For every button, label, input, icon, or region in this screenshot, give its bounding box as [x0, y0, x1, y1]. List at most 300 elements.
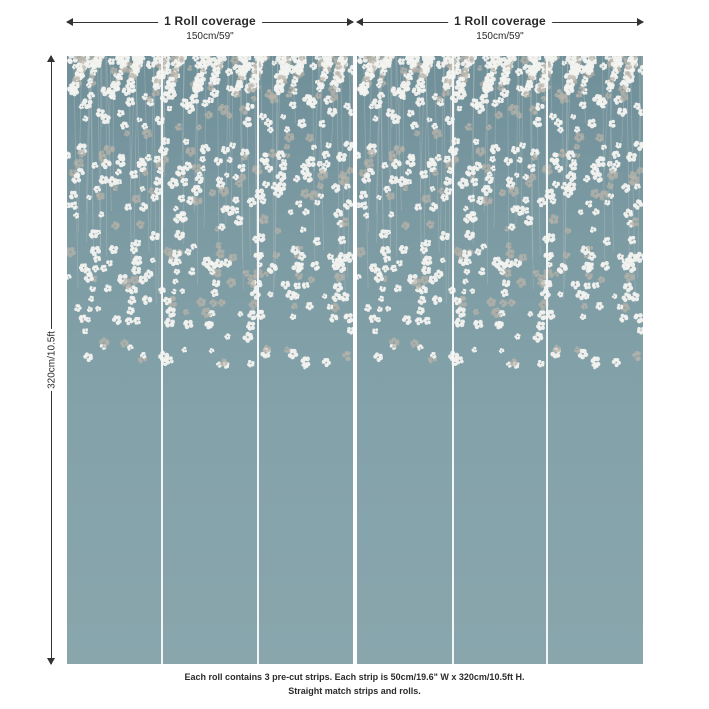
flower-icon [209, 299, 217, 307]
wallpaper-roll-2 [357, 56, 643, 664]
flower-icon [322, 358, 331, 367]
flower-icon [376, 195, 382, 201]
flower-icon [89, 286, 96, 292]
flower-icon [109, 245, 119, 254]
flower-icon [300, 189, 310, 199]
flower-icon [607, 182, 614, 189]
flower-icon [302, 208, 309, 215]
flower-icon [618, 85, 627, 94]
flower-icon [499, 189, 506, 197]
flower-icon [242, 332, 253, 343]
flower-icon [440, 231, 450, 241]
flower-icon [262, 181, 270, 188]
flower-icon [224, 333, 230, 339]
flower-icon [329, 314, 338, 323]
flower-icon [378, 296, 384, 302]
flower-icon [343, 141, 353, 151]
flower-icon [524, 215, 534, 225]
flower-icon [617, 304, 623, 310]
flower-icon [317, 169, 328, 180]
flower-icon [275, 150, 285, 160]
flower-icon [557, 291, 563, 297]
height-dimension [44, 56, 60, 664]
flower-icon [571, 281, 581, 290]
flower-icon [595, 156, 605, 167]
flower-icon [501, 289, 509, 297]
flower-icon [327, 107, 337, 116]
height-label: 320cm/10.5ft [43, 329, 62, 391]
flower-icon [397, 176, 408, 187]
flower-icon [516, 278, 526, 288]
flower-icon [130, 276, 139, 285]
flower-icon [417, 306, 425, 315]
flower-icon [322, 293, 327, 299]
flower-icon [83, 352, 93, 362]
flower-icon [246, 321, 255, 330]
flower-icon [638, 65, 643, 75]
flower-icon [554, 118, 563, 127]
flower-icon [142, 129, 153, 139]
flower-icon [293, 175, 300, 182]
flower-icon [284, 126, 290, 133]
flower-icon [232, 197, 239, 204]
flower-icon [251, 96, 257, 102]
flower-icon [609, 120, 616, 128]
flower-icon [601, 145, 607, 151]
flower-icon [381, 162, 388, 169]
flower-icon [110, 67, 117, 74]
flower-icon [136, 220, 144, 229]
flower-icon [511, 146, 520, 154]
flower-icon [533, 270, 540, 277]
flower-icon [259, 152, 269, 163]
flower-icon [394, 284, 402, 292]
flower-icon [587, 246, 593, 251]
flower-icon [390, 265, 397, 272]
flower-icon [574, 126, 580, 133]
flower-icon [285, 153, 291, 158]
flower-icon [87, 306, 93, 312]
flower-icon [405, 169, 412, 176]
flower-icon [172, 279, 178, 285]
flower-icon [499, 299, 507, 307]
flower-icon [175, 123, 182, 131]
flower-icon [410, 339, 419, 348]
flower-icon [317, 182, 324, 189]
flower-icon [574, 144, 580, 150]
flower-icon [599, 62, 607, 70]
flower-icon [67, 274, 72, 280]
flower-icon [267, 149, 276, 158]
flower-icon [597, 97, 608, 107]
flower-icon [360, 201, 368, 209]
flower-icon [488, 60, 497, 69]
flower-icon [145, 154, 152, 161]
flower-icon [309, 62, 317, 70]
floral-pattern [357, 56, 643, 664]
flower-icon [180, 178, 188, 186]
flower-icon [536, 321, 545, 330]
flower-icon [137, 117, 143, 122]
flower-icon [431, 123, 438, 130]
flower-icon [225, 68, 233, 76]
flower-icon [185, 147, 195, 157]
flower-icon [216, 176, 223, 183]
flower-icon [348, 65, 353, 75]
flower-icon [615, 142, 621, 148]
flower-icon [247, 197, 257, 207]
flower-icon [218, 104, 229, 115]
flower-icon [595, 302, 603, 310]
flower-icon [580, 313, 586, 320]
flower-icon [405, 156, 415, 167]
strip-divider [452, 56, 454, 664]
flower-icon [158, 351, 169, 362]
flower-icon [422, 194, 431, 203]
flower-icon [621, 183, 630, 193]
flower-icon [117, 110, 125, 118]
flower-icon [192, 56, 199, 62]
flower-icon [543, 269, 554, 280]
flower-icon [515, 68, 523, 76]
flower-icon [455, 307, 465, 318]
flower-icon [522, 174, 529, 181]
flower-icon [341, 217, 349, 227]
flower-icon [195, 175, 204, 184]
flower-icon [183, 138, 190, 144]
flower-icon [535, 103, 544, 111]
flower-icon [245, 103, 254, 111]
flower-icon [590, 227, 596, 233]
flower-icon [403, 185, 408, 191]
flower-icon [190, 243, 197, 249]
flower-icon [383, 255, 391, 262]
flower-icon [226, 278, 236, 288]
flower-icon [584, 282, 591, 289]
flower-icon [432, 129, 443, 139]
flower-icon [132, 194, 141, 203]
flower-icon [247, 360, 255, 368]
flower-icon [218, 187, 229, 197]
flower-icon [284, 132, 294, 142]
flower-icon [343, 313, 353, 323]
flower-icon [604, 200, 610, 206]
flower-icon [631, 217, 639, 227]
flower-icon [587, 119, 596, 129]
flower-icon [396, 260, 403, 266]
flower-icon [187, 65, 192, 71]
flower-icon [93, 186, 101, 193]
flower-icon [264, 271, 269, 276]
flower-icon [141, 123, 148, 130]
arrow-left-icon [356, 18, 363, 26]
flower-icon [138, 275, 148, 284]
flower-icon [477, 65, 482, 71]
flower-icon [382, 265, 390, 272]
flower-icon [70, 201, 78, 209]
flower-icon [95, 306, 101, 312]
roll-1-coverage-dimension [67, 14, 353, 44]
arrow-right-icon [347, 18, 354, 26]
flower-icon [316, 87, 322, 93]
flower-icon [638, 109, 643, 116]
flower-icon [632, 351, 641, 361]
flower-icon [473, 138, 480, 144]
flower-icon [557, 149, 566, 158]
flower-icon [67, 247, 76, 258]
wallpaper-roll-1 [67, 56, 353, 664]
flower-icon [125, 97, 135, 107]
flower-icon [328, 85, 337, 94]
flower-icon [333, 282, 343, 292]
flower-icon [435, 154, 442, 161]
strip-divider [257, 56, 259, 664]
flower-icon [86, 195, 92, 201]
flower-icon [171, 289, 176, 295]
flower-icon [410, 121, 419, 129]
flower-icon [574, 346, 581, 353]
flower-icon [325, 142, 331, 148]
flower-icon [319, 120, 326, 128]
flower-icon [305, 302, 313, 310]
flower-icon [342, 351, 351, 361]
flower-icon [389, 175, 398, 184]
flower-icon [221, 146, 230, 154]
flower-icon [517, 157, 523, 163]
flower-icon [400, 67, 407, 74]
floral-pattern [67, 56, 353, 664]
flower-icon [514, 333, 520, 339]
flower-icon [115, 156, 125, 167]
flower-icon [150, 257, 156, 263]
flower-icon [415, 317, 423, 325]
flower-icon [527, 311, 533, 317]
flower-icon [486, 297, 496, 307]
flower-icon [423, 317, 431, 325]
flower-icon [569, 162, 577, 171]
flower-icon [209, 348, 215, 353]
flower-icon [300, 227, 306, 233]
flower-icon [314, 200, 320, 206]
flower-icon [590, 189, 600, 199]
flower-icon [297, 246, 303, 251]
flower-icon [279, 162, 287, 171]
flower-icon [508, 104, 519, 115]
flower-icon [461, 289, 466, 295]
flower-icon [115, 169, 122, 176]
flower-icon [630, 292, 640, 302]
flower-icon [322, 151, 331, 159]
flower-icon [415, 97, 425, 107]
flower-icon [555, 164, 564, 173]
flower-icon [388, 211, 394, 217]
flower-icon [385, 306, 391, 312]
flower-icon [131, 266, 141, 275]
flower-icon [497, 97, 504, 103]
flower-icon [549, 214, 559, 224]
flower-icon [372, 328, 378, 334]
flower-icon [457, 106, 463, 112]
flower-icon [284, 346, 291, 353]
flower-icon [623, 209, 633, 218]
flower-icon [357, 151, 361, 159]
flower-icon [243, 270, 250, 277]
flower-icon [289, 101, 297, 109]
flower-icon [120, 339, 129, 348]
flower-icon [340, 292, 350, 302]
flower-icon [619, 314, 628, 323]
flower-icon [201, 307, 211, 318]
flower-icon [150, 231, 160, 241]
roll-1-coverage-size: 150cm/59" [186, 31, 234, 42]
flower-icon [383, 186, 391, 193]
footer-strip-info: Each roll contains 3 pre-cut strips. Each strip is 50cm/19.6" W x 320cm/10.5ft H. [184, 672, 525, 682]
flower-icon [215, 249, 224, 259]
flower-icon [305, 134, 313, 143]
flower-icon [454, 318, 465, 328]
arrow-left-icon [66, 18, 73, 26]
flower-icon [74, 304, 82, 312]
flower-icon [552, 181, 560, 188]
flower-icon [106, 260, 113, 266]
flower-icon [633, 141, 643, 151]
flower-icon [98, 150, 105, 157]
flower-icon [633, 199, 643, 209]
roll-2-coverage-title: 1 Roll coverage [448, 14, 552, 28]
flower-icon [93, 255, 101, 262]
flower-icon [179, 288, 185, 294]
flower-icon [259, 113, 267, 120]
flower-icon [465, 123, 472, 131]
flower-icon [288, 209, 294, 215]
flower-icon [311, 145, 317, 151]
flower-icon [295, 200, 302, 207]
flower-icon [457, 177, 469, 189]
roll-1-coverage-title: 1 Roll coverage [158, 14, 262, 28]
flower-icon [481, 185, 493, 196]
flower-icon [232, 174, 239, 181]
flower-icon [184, 248, 191, 255]
flower-icon [549, 113, 557, 120]
flower-icon [462, 279, 468, 285]
flower-icon [140, 186, 146, 192]
flower-icon [217, 299, 225, 307]
flower-icon [470, 178, 478, 186]
flower-icon [364, 304, 372, 312]
flower-icon [478, 267, 485, 275]
flower-icon [237, 311, 243, 317]
flower-icon [181, 347, 187, 353]
flower-icon [142, 295, 153, 305]
flower-icon [133, 317, 141, 325]
arrow-down-icon [47, 658, 55, 665]
flower-icon [333, 209, 343, 218]
flower-icon [388, 150, 395, 157]
flower-icon [507, 299, 515, 307]
flower-icon [128, 296, 137, 305]
roll-2-coverage-size: 150cm/59" [476, 31, 524, 42]
flower-icon [574, 132, 584, 142]
flower-icon [565, 150, 575, 160]
flower-icon [430, 186, 436, 192]
flower-icon [211, 289, 219, 297]
flower-icon [173, 206, 179, 212]
flower-icon [575, 153, 581, 158]
flower-icon [98, 211, 104, 217]
flower-icon [463, 206, 469, 212]
flower-icon [247, 310, 256, 320]
flower-icon [313, 237, 321, 246]
flower-icon [499, 348, 505, 353]
flower-icon [267, 291, 273, 297]
flower-icon [265, 164, 274, 173]
flower-icon [155, 116, 165, 125]
flower-icon [592, 208, 599, 215]
flower-icon [88, 296, 94, 302]
flower-icon [357, 274, 362, 280]
flower-icon [74, 158, 84, 168]
flower-icon [585, 200, 592, 207]
flower-icon [578, 209, 584, 215]
flower-icon [280, 114, 286, 120]
flower-icon [440, 257, 446, 263]
flower-icon [369, 315, 378, 323]
flower-icon [637, 327, 643, 335]
flower-icon [82, 115, 88, 121]
flower-icon [473, 309, 479, 315]
flower-icon [125, 317, 133, 325]
flower-icon [427, 117, 433, 122]
flower-icon [633, 313, 643, 323]
flower-icon [259, 214, 269, 224]
flower-icon [485, 175, 494, 184]
arrow-right-icon [637, 18, 644, 26]
flower-icon [174, 269, 181, 275]
flower-icon [398, 58, 405, 65]
flower-icon [100, 265, 107, 272]
flower-icon [475, 147, 485, 157]
flower-icon [124, 130, 130, 136]
flower-icon [482, 56, 489, 62]
flower-icon [468, 195, 476, 203]
flower-icon [305, 156, 315, 167]
flower-icon [634, 184, 641, 190]
flower-icon [275, 171, 286, 182]
flower-icon [617, 107, 627, 116]
flower-icon [537, 360, 545, 368]
flower-icon [90, 246, 101, 256]
flower-icon [235, 179, 243, 187]
flower-icon [508, 187, 519, 197]
flower-icon [302, 282, 310, 289]
flower-icon [581, 303, 588, 310]
flower-icon [473, 320, 483, 329]
flower-icon [606, 87, 612, 93]
flower-icon [164, 318, 175, 328]
flower-icon [196, 297, 206, 307]
flower-icon [407, 110, 415, 118]
flower-icon [432, 295, 443, 305]
flower-icon [82, 328, 88, 334]
flower-icon [474, 248, 481, 255]
flower-icon [167, 106, 173, 112]
flower-icon [464, 269, 471, 275]
flower-icon [331, 183, 340, 193]
flower-icon [583, 175, 590, 182]
flower-icon [191, 185, 203, 196]
flower-icon [465, 165, 476, 176]
flower-icon [344, 184, 351, 190]
